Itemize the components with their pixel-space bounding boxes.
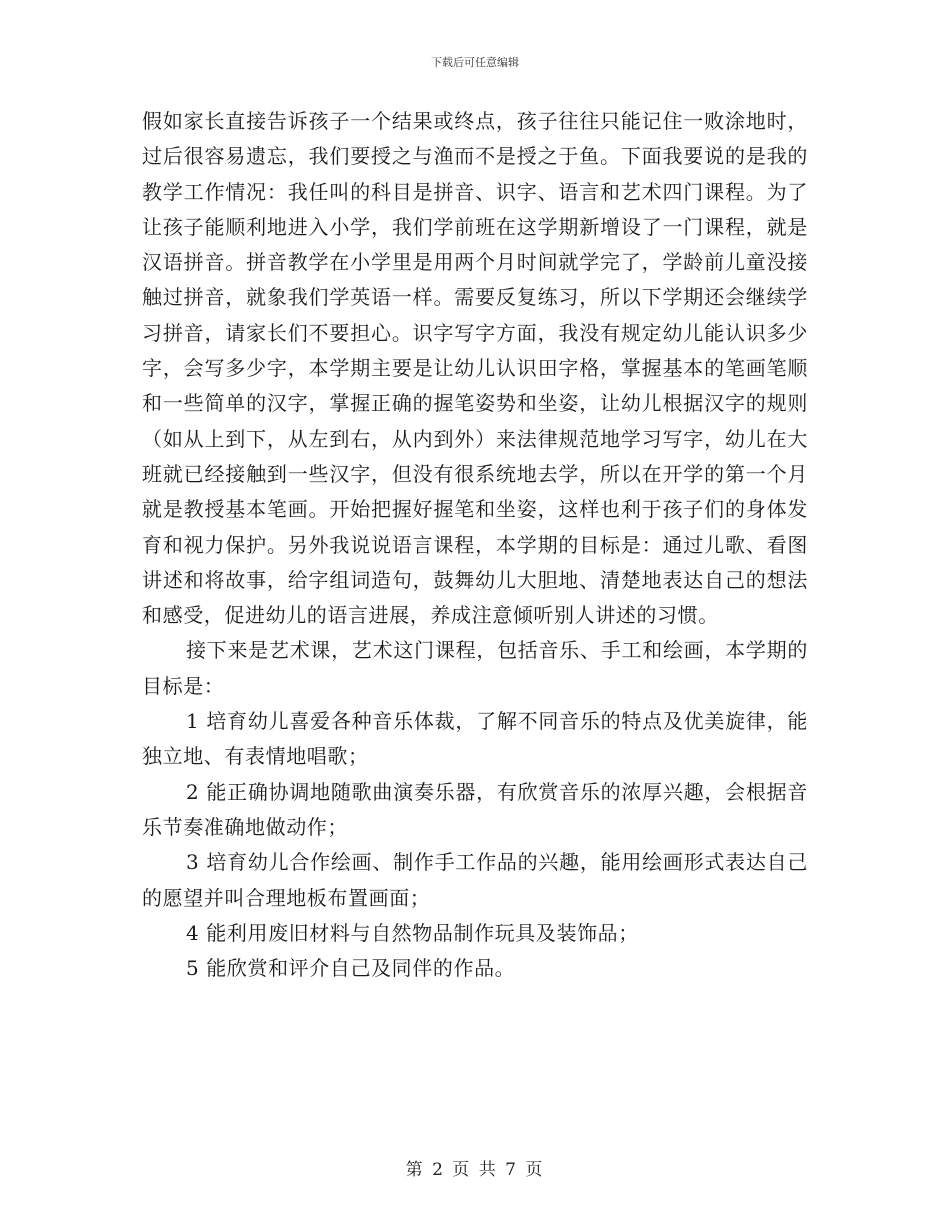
paragraph-art-intro: 接下来是艺术课，艺术这门课程，包括音乐、手工和绘画，本学期的目标是： [142,638,808,698]
list-item: 1 培育幼儿喜爱各种音乐体裁，了解不同音乐的特点及优美旋律，能独立地、有表情地唱歌； [142,709,808,769]
paragraph-teaching-overview: 假如家长直接告诉孩子一个结果或终点，孩子往往只能记住一败涂地时，过后很容易遗忘，我们要授之与渔而不是授之于鱼。下面我要说的是我的教学工作情况：我任叫的科目是拼音、识字、语言和艺术四门课程。为了让孩子能顺利地进入小学，我们学前班在这学期新增设了一门课程，就是汉语拼音。拼音教学在小学里是用两个月时间就学完了，学龄前儿童没接触过拼音，就象我们学英语一样。需要反复练习，所以下学期还会继续学习拼音，请家长们不要担心。识字写字方面，我没有规定幼儿能认识多少字，会写多少字，本学期主要是让幼儿认识田字格，掌握基本的笔画笔顺和一些简单的汉字，掌握正确的握笔姿势和坐姿，让幼儿根据汉字的规则（如从上到下，从左到右，从内到外）来法律规范地学习写字，幼儿在大班就已经接触到一些汉字，但没有很系统地去学，所以在开学的第一个月就是教授基本笔画。开始把握好握笔和坐姿，这样也利于孩子们的身体发育和视力保护。另外我说说语言课程，本学期的目标是：通过儿歌、看图讲述和将故事，给字组词造句，鼓舞幼儿大胆地、清楚地表达自己的想法和感受，促进幼儿的语言进展，养成注意倾听别人讲述的习惯。 [142,109,808,628]
list-item: 3 培育幼儿合作绘画、制作手工作品的兴趣，能用绘画形式表达自己的愿望并叫合理地板布置画面； [142,850,808,910]
list-item: 4 能利用废旧材料与自然物品制作玩具及装饰品； [186,920,639,945]
page-number: 第 2 页 共 7 页 [405,1160,545,1180]
list-item: 5 能欣赏和评介自己及同伴的作品。 [186,956,516,981]
header-note: 下载后可任意编辑 [431,56,519,69]
body-text [142,104,808,986]
list-item: 2 能正确协调地随歌曲演奏乐器，有欣赏音乐的浓厚兴趣，会根据音乐节奏准确地做动作； [142,779,808,839]
